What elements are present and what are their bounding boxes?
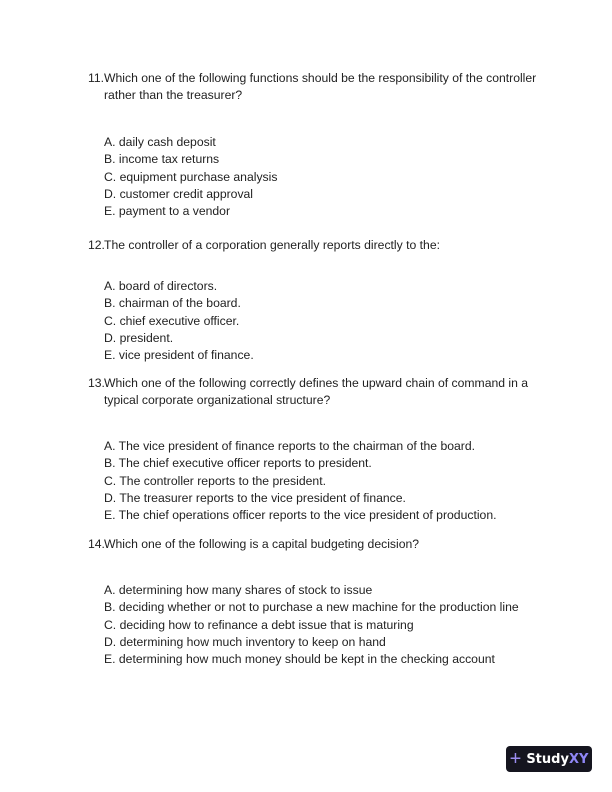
option: E. vice president of finance. bbox=[104, 348, 254, 363]
option: C. deciding how to refinance a debt issue that is maturing bbox=[104, 617, 414, 632]
options-11 bbox=[104, 134, 277, 220]
option: A. The vice president of finance reports to the chairman of the board. bbox=[104, 439, 476, 453]
studyxy-logo bbox=[506, 746, 592, 772]
question-number: 11. bbox=[88, 71, 105, 85]
option: A. determining how many shares of stock to issue bbox=[104, 583, 373, 597]
option: E. payment to a vendor bbox=[104, 204, 231, 219]
question-number: 14. bbox=[88, 537, 105, 551]
question-number: 12. bbox=[88, 238, 105, 252]
options-14 bbox=[104, 582, 519, 668]
plus-icon: + bbox=[509, 748, 522, 770]
option: C. The controller reports to the president. bbox=[104, 473, 326, 488]
question-12 bbox=[88, 237, 548, 254]
option: E. The chief operations officer reports to the vice president of production. bbox=[104, 508, 497, 523]
question-text: Which one of the following is a capital budgeting decision? bbox=[104, 537, 420, 551]
option: D. customer credit approval bbox=[104, 186, 254, 201]
option: C. chief executive officer. bbox=[104, 313, 240, 328]
question-text: Which one of the following correctly defines the upward chain of command in a typical corporate organizational structure? bbox=[104, 376, 529, 407]
option: D. president. bbox=[104, 330, 174, 345]
question-14 bbox=[88, 536, 548, 553]
logo-text: StudyXY bbox=[526, 751, 589, 767]
question-11 bbox=[88, 70, 548, 104]
options-13 bbox=[104, 438, 496, 524]
option: C. equipment purchase analysis bbox=[104, 169, 278, 184]
options-12 bbox=[104, 278, 254, 364]
option: B. chairman of the board. bbox=[104, 296, 241, 311]
option: B. income tax returns bbox=[104, 152, 220, 167]
option: A. daily cash deposit bbox=[104, 135, 216, 149]
option: B. deciding whether or not to purchase a new machine for the production line bbox=[104, 600, 519, 615]
question-text: The controller of a corporation generally reports directly to the: bbox=[104, 238, 441, 252]
question-13 bbox=[88, 375, 548, 409]
option: A. board of directors. bbox=[104, 279, 218, 293]
option: B. The chief executive officer reports to president. bbox=[104, 456, 372, 471]
option: E. determining how much money should be kept in the checking account bbox=[104, 652, 495, 667]
question-number: 13. bbox=[88, 376, 105, 390]
question-text: Which one of the following functions should be the responsibility of the controller rather than the treasurer? bbox=[104, 71, 537, 102]
option: D. The treasurer reports to the vice president of finance. bbox=[104, 490, 406, 505]
option: D. determining how much inventory to keep on hand bbox=[104, 634, 386, 649]
